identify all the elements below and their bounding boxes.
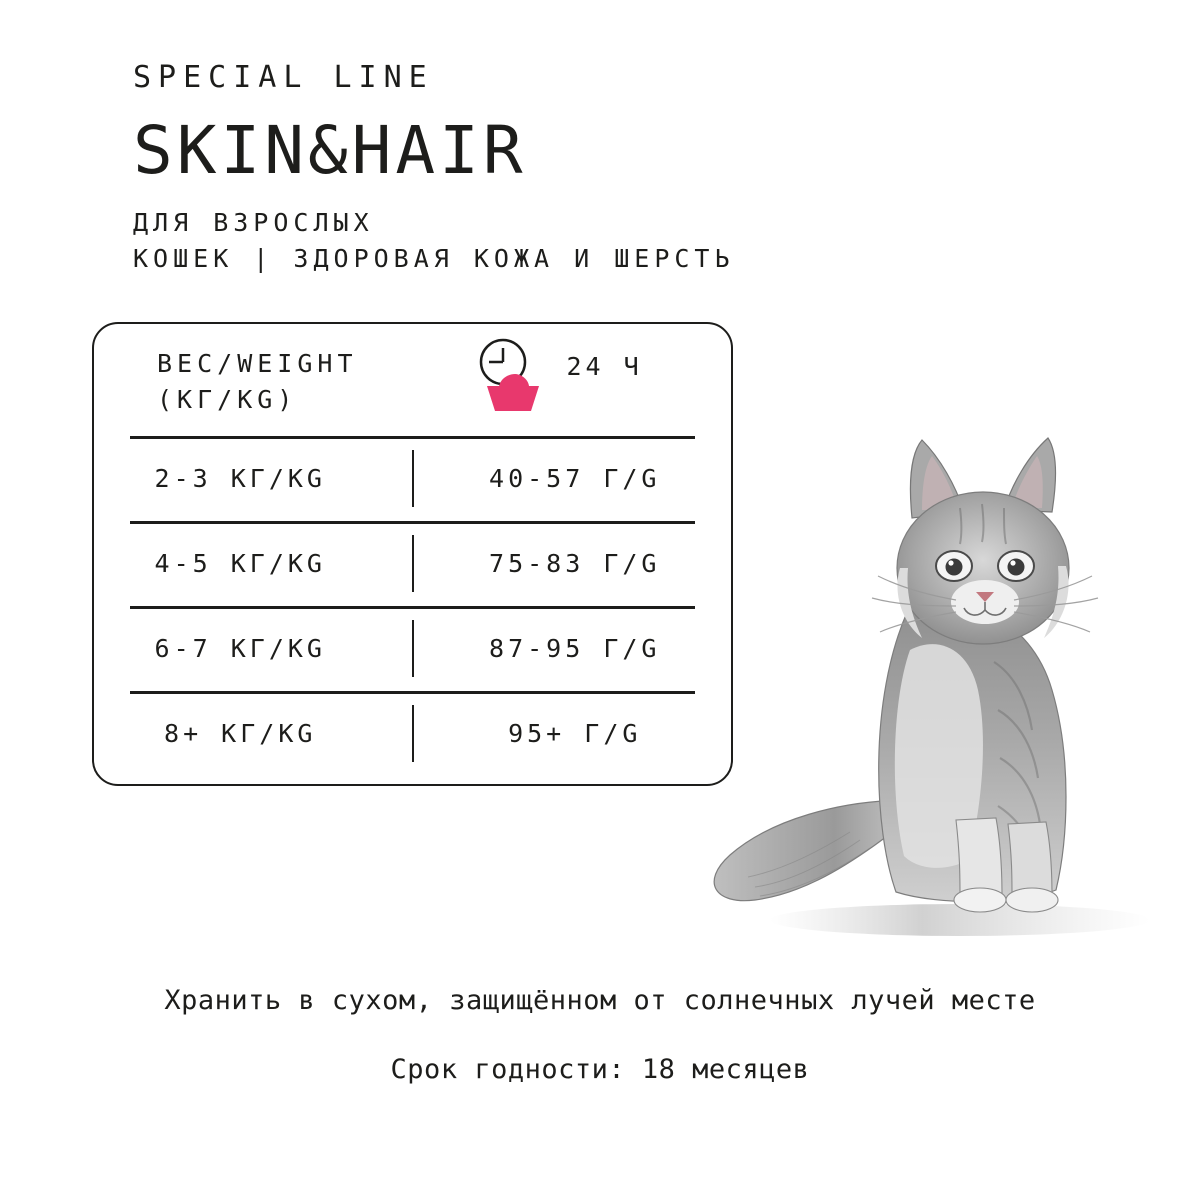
cell-weight: 6-7 КГ/KG: [154, 634, 326, 663]
shelf-life: Срок годности: 18 месяцев: [390, 1054, 810, 1085]
cell-amount: 95+ Г/G: [508, 719, 642, 748]
header: [133, 60, 833, 277]
feeding-guide-card: [92, 322, 733, 786]
column-separator: [412, 705, 415, 762]
feeding-period-label: 24 Ч: [566, 352, 643, 381]
weight-header-line-2: (КГ/KG): [157, 384, 298, 414]
cell-weight: 4-5 КГ/KG: [154, 549, 326, 578]
feeding-table-body: [94, 436, 731, 776]
eyebrow-text: SPECIAL LINE: [133, 60, 434, 95]
page-title: SKIN&HAIR: [133, 112, 527, 189]
weight-header-line-1: ВЕС/WEIGHT: [157, 349, 358, 378]
cell-weight: 8+ КГ/KG: [164, 719, 317, 748]
cell-amount: 87-95 Г/G: [489, 634, 661, 663]
subtitle-line-2: КОШЕК | ЗДОРОВАЯ КОЖА И ШЕРСТЬ: [133, 243, 735, 273]
cell-amount: 40-57 Г/G: [489, 464, 661, 493]
cell-amount: 75-83 Г/G: [489, 549, 661, 578]
weight-column-header: [94, 324, 413, 436]
food-bowl-icon: [465, 338, 561, 414]
storage-instructions: Хранить в сухом, защищённом от солнечных лучей месте: [164, 985, 1036, 1016]
column-separator: [412, 535, 415, 592]
column-separator: [412, 450, 415, 507]
cat-illustration: [660, 400, 1180, 960]
feeding-table-header: [94, 324, 731, 436]
column-separator: [412, 620, 415, 677]
subtitle-line-1: ДЛЯ ВЗРОСЛЫХ: [133, 207, 374, 237]
cell-weight: 2-3 КГ/KG: [154, 464, 326, 493]
footer: [0, 985, 1200, 1085]
